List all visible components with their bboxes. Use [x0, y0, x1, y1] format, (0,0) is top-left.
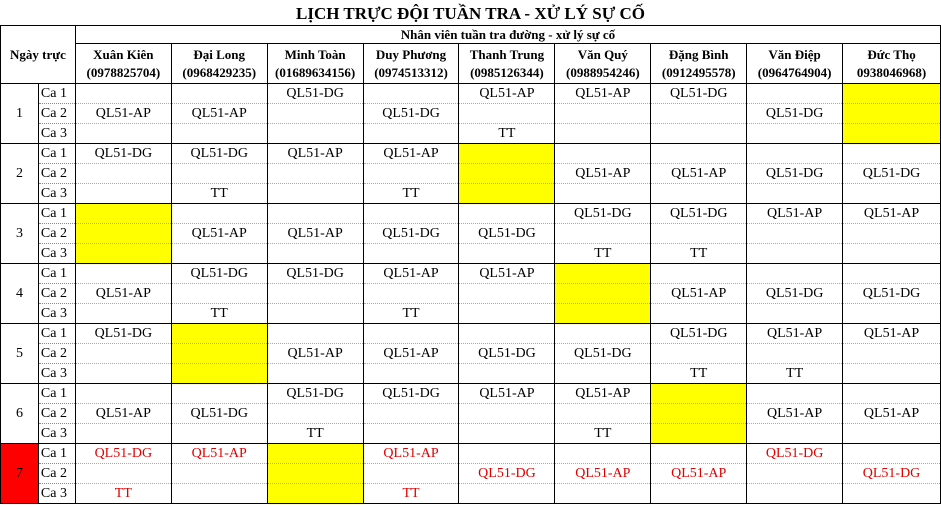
- duty-cell: [363, 404, 459, 424]
- duty-cell: TT: [363, 184, 459, 204]
- duty-cell: [555, 124, 651, 144]
- duty-cell: QL51-DG: [171, 264, 267, 284]
- duty-cell: [651, 444, 747, 464]
- duty-cell: [75, 164, 171, 184]
- duty-cell: QL51-AP: [171, 224, 267, 244]
- duty-cell: QL51-AP: [171, 104, 267, 124]
- duty-cell: [75, 424, 171, 444]
- duty-cell: [267, 364, 363, 384]
- duty-cell: QL51-AP: [171, 444, 267, 464]
- duty-cell: QL51-AP: [555, 164, 651, 184]
- duty-cell: [459, 204, 555, 224]
- duty-cell: [747, 124, 843, 144]
- staff-phone: (0912495578): [661, 64, 736, 80]
- shift-label: Ca 2: [38, 224, 75, 244]
- duty-cell: TT: [651, 244, 747, 264]
- duty-cell: [747, 344, 843, 364]
- duty-cell: [843, 344, 941, 364]
- off-duty-cell: [171, 324, 267, 344]
- staff-name: Đại Long: [193, 46, 246, 62]
- duty-cell: TT: [555, 244, 651, 264]
- duty-cell: [75, 124, 171, 144]
- duty-cell: [171, 284, 267, 304]
- duty-cell: [75, 84, 171, 104]
- off-duty-cell: [267, 444, 363, 464]
- duty-cell: [843, 224, 941, 244]
- duty-cell: [843, 264, 941, 284]
- off-duty-cell: [75, 244, 171, 264]
- duty-cell: [363, 244, 459, 264]
- duty-cell: [843, 144, 941, 164]
- shift-row: [1, 424, 941, 444]
- duty-cell: [843, 364, 941, 384]
- duty-cell: [555, 484, 651, 504]
- duty-cell: QL51-AP: [363, 144, 459, 164]
- staff-name: Minh Toàn: [284, 46, 346, 62]
- off-duty-cell: [651, 384, 747, 404]
- duty-cell: [363, 324, 459, 344]
- duty-cell: TT: [75, 484, 171, 504]
- shift-row: [1, 164, 941, 184]
- duty-cell: QL51-AP: [651, 164, 747, 184]
- duty-cell: [747, 304, 843, 324]
- duty-cell: [843, 444, 941, 464]
- staff-header: [267, 44, 363, 84]
- day-number: 5: [1, 324, 39, 384]
- duty-cell: [747, 384, 843, 404]
- duty-cell: [459, 304, 555, 324]
- shift-label: Ca 2: [38, 164, 75, 184]
- duty-cell: QL51-DG: [75, 444, 171, 464]
- duty-cell: QL51-DG: [459, 344, 555, 364]
- off-duty-cell: [75, 224, 171, 244]
- duty-cell: [459, 484, 555, 504]
- duty-cell: [75, 384, 171, 404]
- shift-label: Ca 3: [38, 304, 75, 324]
- shift-label: Ca 3: [38, 484, 75, 504]
- duty-cell: [363, 204, 459, 224]
- duty-cell: QL51-AP: [267, 224, 363, 244]
- duty-cell: [171, 484, 267, 504]
- staff-header: [363, 44, 459, 84]
- staff-name: Duy Phương: [375, 46, 447, 62]
- duty-cell: TT: [363, 484, 459, 504]
- staff-group-header: Nhân viên tuần tra đường - xử lý sự cố: [75, 26, 940, 44]
- shift-row: [1, 344, 941, 364]
- duty-cell: [267, 104, 363, 124]
- day-number: 4: [1, 264, 39, 324]
- staff-header: [555, 44, 651, 84]
- shift-row: [1, 324, 941, 344]
- duty-cell: QL51-AP: [747, 204, 843, 224]
- staff-header: [171, 44, 267, 84]
- staff-header: [747, 44, 843, 84]
- duty-cell: QL51-DG: [363, 224, 459, 244]
- duty-cell: QL51-AP: [747, 324, 843, 344]
- duty-cell: QL51-AP: [459, 384, 555, 404]
- duty-cell: [171, 124, 267, 144]
- shift-row: [1, 484, 941, 504]
- duty-cell: QL51-DG: [747, 284, 843, 304]
- duty-cell: QL51-DG: [843, 464, 941, 484]
- shift-label: Ca 3: [38, 244, 75, 264]
- shift-label: Ca 1: [38, 324, 75, 344]
- staff-name: Văn Điệp: [768, 46, 821, 62]
- duty-cell: QL51-AP: [555, 464, 651, 484]
- duty-cell: [555, 364, 651, 384]
- duty-cell: [75, 464, 171, 484]
- duty-cell: QL51-DG: [843, 164, 941, 184]
- shift-row: [1, 384, 941, 404]
- duty-cell: [171, 424, 267, 444]
- duty-cell: QL51-DG: [363, 104, 459, 124]
- shift-row: [1, 264, 941, 284]
- staff-header: [75, 44, 171, 84]
- day-number: 6: [1, 384, 39, 444]
- duty-cell: [75, 304, 171, 324]
- duty-cell: QL51-DG: [171, 404, 267, 424]
- duty-cell: [651, 344, 747, 364]
- duty-cell: QL51-DG: [747, 104, 843, 124]
- duty-cell: [459, 324, 555, 344]
- duty-cell: QL51-AP: [363, 264, 459, 284]
- duty-cell: [747, 184, 843, 204]
- ngay-truc-header: Ngày trực: [1, 26, 76, 84]
- shift-row: [1, 284, 941, 304]
- duty-cell: QL51-AP: [843, 324, 941, 344]
- duty-cell: QL51-AP: [555, 84, 651, 104]
- off-duty-cell: [171, 364, 267, 384]
- duty-cell: [843, 184, 941, 204]
- staff-phone: 0938046968): [856, 64, 927, 80]
- off-duty-cell: [267, 484, 363, 504]
- duty-cell: [459, 284, 555, 304]
- off-duty-cell: [651, 424, 747, 444]
- duty-cell: QL51-AP: [267, 144, 363, 164]
- duty-cell: QL51-DG: [363, 384, 459, 404]
- shift-label: Ca 1: [38, 264, 75, 284]
- shift-label: Ca 1: [38, 144, 75, 164]
- shift-label: Ca 1: [38, 84, 75, 104]
- duty-cell: QL51-AP: [363, 444, 459, 464]
- duty-cell: QL51-DG: [459, 224, 555, 244]
- duty-cell: [651, 484, 747, 504]
- duty-cell: QL51-DG: [267, 84, 363, 104]
- shift-row: [1, 244, 941, 264]
- day-number: 1: [1, 84, 39, 144]
- duty-cell: TT: [555, 424, 651, 444]
- duty-cell: [651, 264, 747, 284]
- duty-cell: QL51-DG: [747, 444, 843, 464]
- duty-cell: [267, 324, 363, 344]
- duty-cell: [267, 304, 363, 324]
- duty-cell: QL51-AP: [651, 284, 747, 304]
- duty-cell: [363, 284, 459, 304]
- duty-cell: [459, 104, 555, 124]
- shift-row: [1, 124, 941, 144]
- shift-row: [1, 304, 941, 324]
- duty-cell: [363, 424, 459, 444]
- staff-phone: (0974513312): [374, 64, 448, 80]
- duty-cell: QL51-AP: [459, 84, 555, 104]
- duty-cell: [171, 244, 267, 264]
- duty-cell: [75, 184, 171, 204]
- schedule-title: LỊCH TRỰC ĐỘI TUẦN TRA - XỬ LÝ SỰ CỐ: [295, 4, 645, 23]
- duty-cell: QL51-DG: [267, 384, 363, 404]
- duty-cell: [267, 244, 363, 264]
- duty-cell: TT: [363, 304, 459, 324]
- duty-cell: TT: [171, 304, 267, 324]
- shift-row: [1, 364, 941, 384]
- staff-phone: (0988954246): [565, 64, 640, 80]
- duty-cell: TT: [267, 424, 363, 444]
- staff-name: Xuân Kiên: [93, 46, 154, 62]
- duty-cell: [171, 384, 267, 404]
- duty-cell: [651, 124, 747, 144]
- shift-row: [1, 104, 941, 124]
- staff-name: Đặng Bình: [668, 46, 729, 62]
- duty-cell: QL51-AP: [75, 404, 171, 424]
- shift-row: [1, 84, 941, 104]
- duty-cell: QL51-AP: [651, 464, 747, 484]
- day-number: 7: [1, 444, 39, 504]
- shift-label: Ca 3: [38, 184, 75, 204]
- duty-cell: [171, 84, 267, 104]
- duty-cell: [171, 204, 267, 224]
- duty-cell: [363, 124, 459, 144]
- duty-cell: TT: [651, 364, 747, 384]
- duty-cell: QL51-DG: [267, 264, 363, 284]
- off-duty-cell: [555, 284, 651, 304]
- duty-cell: [363, 164, 459, 184]
- staff-header: [651, 44, 747, 84]
- duty-cell: [843, 244, 941, 264]
- off-duty-cell: [843, 124, 941, 144]
- staff-phone: (0985126344): [470, 64, 544, 80]
- duty-cell: QL51-DG: [555, 204, 651, 224]
- duty-cell: [651, 144, 747, 164]
- duty-cell: QL51-AP: [843, 204, 941, 224]
- duty-cell: [459, 404, 555, 424]
- shift-label: Ca 2: [38, 104, 75, 124]
- duty-cell: [267, 404, 363, 424]
- duty-cell: [651, 224, 747, 244]
- shift-label: Ca 3: [38, 364, 75, 384]
- duty-cell: QL51-DG: [843, 284, 941, 304]
- day-number: 2: [1, 144, 39, 204]
- duty-cell: [459, 424, 555, 444]
- duty-cell: [843, 304, 941, 324]
- duty-cell: [267, 124, 363, 144]
- duty-cell: [747, 224, 843, 244]
- duty-cell: QL51-AP: [363, 344, 459, 364]
- duty-cell: [171, 164, 267, 184]
- shift-row: [1, 444, 941, 464]
- off-duty-cell: [651, 404, 747, 424]
- duty-cell: [267, 184, 363, 204]
- duty-cell: [363, 84, 459, 104]
- off-duty-cell: [459, 184, 555, 204]
- duty-cell: [651, 184, 747, 204]
- duty-cell: [171, 464, 267, 484]
- duty-schedule-table: [0, 25, 941, 504]
- staff-phone: (01689634156): [275, 64, 356, 80]
- shift-label: Ca 1: [38, 444, 75, 464]
- duty-cell: QL51-DG: [75, 144, 171, 164]
- duty-cell: [75, 364, 171, 384]
- duty-cell: [75, 344, 171, 364]
- duty-cell: QL51-AP: [747, 404, 843, 424]
- shift-label: Ca 2: [38, 404, 75, 424]
- staff-name: Đức Thọ: [867, 46, 916, 62]
- staff-phone: (0968429235): [182, 64, 257, 80]
- duty-cell: QL51-DG: [75, 324, 171, 344]
- duty-cell: QL51-DG: [555, 344, 651, 364]
- duty-cell: QL51-AP: [75, 104, 171, 124]
- shift-label: Ca 2: [38, 284, 75, 304]
- shift-row: [1, 464, 941, 484]
- shift-label: Ca 1: [38, 384, 75, 404]
- duty-cell: [747, 464, 843, 484]
- duty-cell: [267, 164, 363, 184]
- shift-row: [1, 144, 941, 164]
- duty-cell: [747, 484, 843, 504]
- shift-row: [1, 224, 941, 244]
- duty-cell: [75, 264, 171, 284]
- duty-cell: [267, 284, 363, 304]
- duty-cell: QL51-AP: [843, 404, 941, 424]
- staff-header: [459, 44, 555, 84]
- shift-row: [1, 184, 941, 204]
- shift-label: Ca 1: [38, 204, 75, 224]
- off-duty-cell: [171, 344, 267, 364]
- day-number: 3: [1, 204, 39, 264]
- staff-phone: (0978825704): [86, 64, 161, 80]
- shift-label: Ca 3: [38, 124, 75, 144]
- duty-cell: [555, 184, 651, 204]
- duty-cell: [267, 204, 363, 224]
- duty-cell: [363, 364, 459, 384]
- staff-name: Thanh Trung: [469, 46, 545, 62]
- duty-cell: [555, 104, 651, 124]
- shift-label: Ca 2: [38, 464, 75, 484]
- duty-cell: TT: [171, 184, 267, 204]
- duty-cell: QL51-DG: [651, 324, 747, 344]
- shift-label: Ca 3: [38, 424, 75, 444]
- duty-cell: QL51-DG: [747, 164, 843, 184]
- staff-phone: (0964764904): [757, 64, 832, 80]
- duty-cell: [555, 224, 651, 244]
- duty-cell: [747, 144, 843, 164]
- duty-cell: [363, 464, 459, 484]
- shift-label: Ca 2: [38, 344, 75, 364]
- shift-row: [1, 404, 941, 424]
- duty-cell: QL51-AP: [75, 284, 171, 304]
- duty-cell: [459, 364, 555, 384]
- staff-name: Văn Quý: [577, 46, 628, 62]
- off-duty-cell: [555, 264, 651, 284]
- duty-cell: [843, 384, 941, 404]
- duty-cell: [651, 104, 747, 124]
- off-duty-cell: [459, 164, 555, 184]
- off-duty-cell: [267, 464, 363, 484]
- duty-cell: [747, 264, 843, 284]
- duty-cell: QL51-AP: [459, 264, 555, 284]
- duty-cell: [555, 404, 651, 424]
- shift-row: [1, 204, 941, 224]
- duty-cell: QL51-DG: [651, 84, 747, 104]
- duty-cell: QL51-AP: [555, 384, 651, 404]
- off-duty-cell: [843, 104, 941, 124]
- duty-cell: QL51-DG: [651, 204, 747, 224]
- duty-cell: TT: [747, 364, 843, 384]
- duty-cell: [555, 324, 651, 344]
- duty-cell: TT: [459, 124, 555, 144]
- duty-cell: QL51-AP: [267, 344, 363, 364]
- off-duty-cell: [843, 84, 941, 104]
- duty-cell: [651, 304, 747, 324]
- duty-cell: QL51-DG: [459, 464, 555, 484]
- duty-cell: [747, 84, 843, 104]
- duty-cell: [747, 424, 843, 444]
- staff-header: [843, 44, 941, 84]
- duty-cell: [555, 144, 651, 164]
- off-duty-cell: [555, 304, 651, 324]
- off-duty-cell: [459, 144, 555, 164]
- duty-cell: [843, 424, 941, 444]
- duty-cell: QL51-DG: [171, 144, 267, 164]
- duty-cell: [843, 484, 941, 504]
- duty-cell: [747, 244, 843, 264]
- duty-cell: [459, 244, 555, 264]
- duty-cell: [555, 444, 651, 464]
- duty-cell: [459, 444, 555, 464]
- off-duty-cell: [75, 204, 171, 224]
